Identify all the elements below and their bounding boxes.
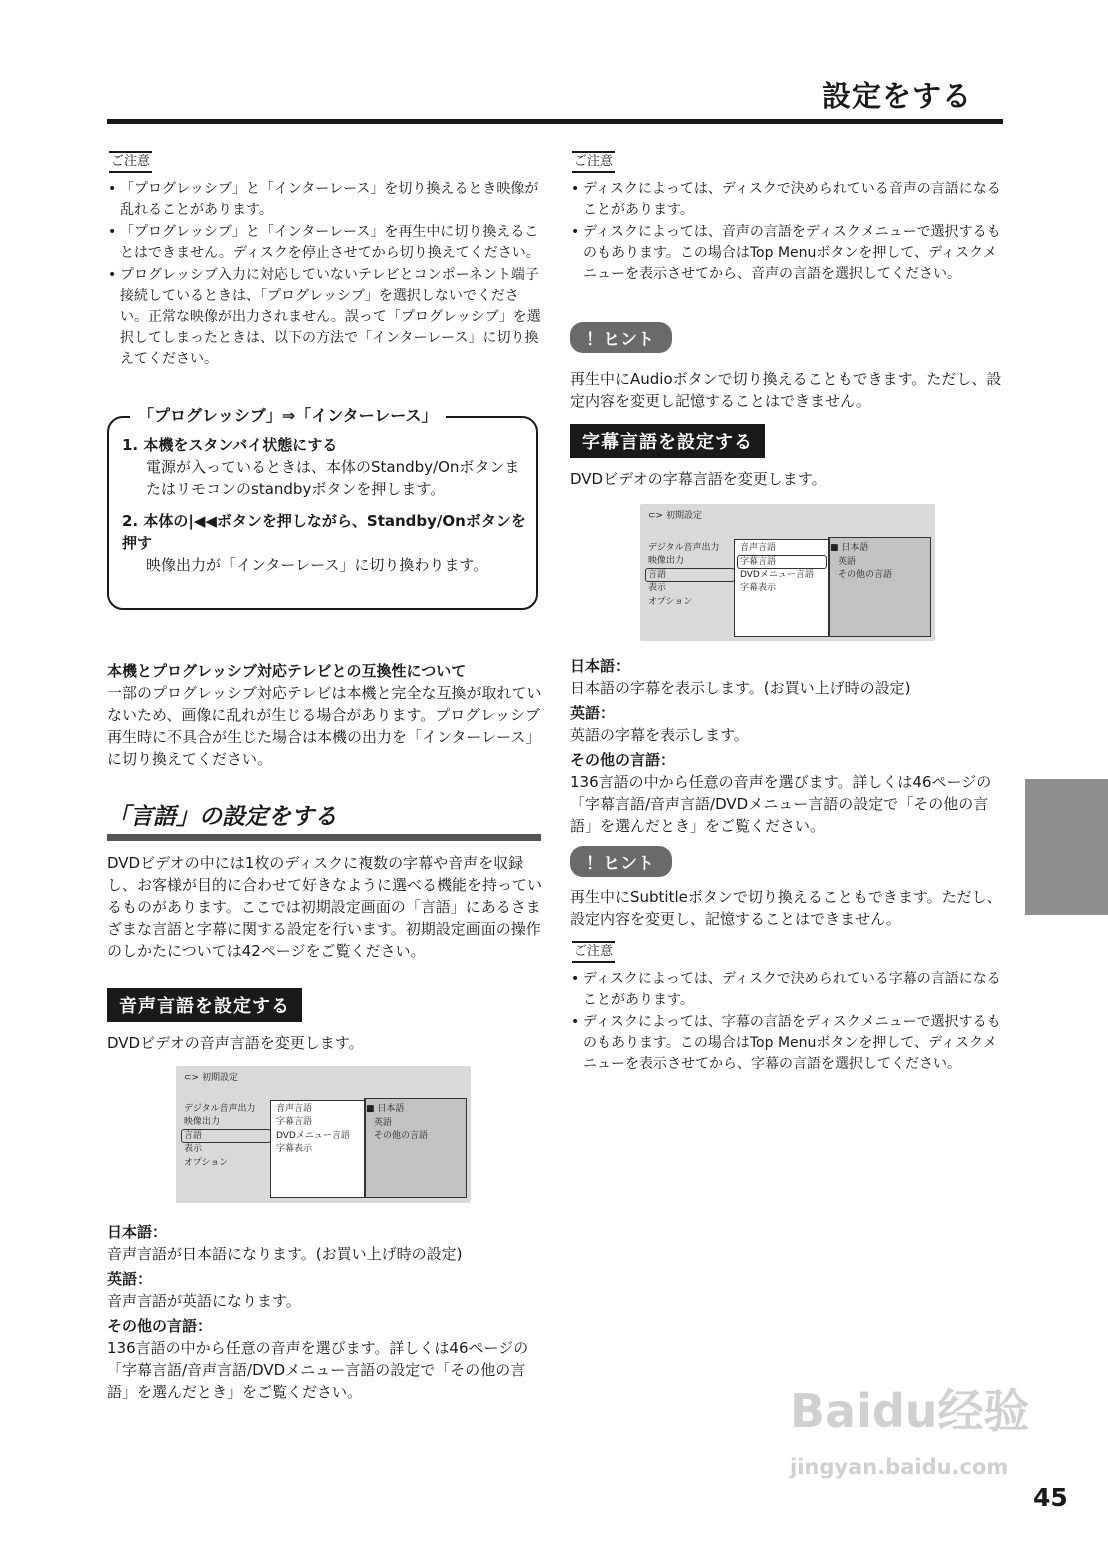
- subtitle-subhead-wrap: [570, 424, 765, 458]
- page-number: 45: [1033, 1483, 1068, 1512]
- step-1-body: 電源が入っているときは、本体のStandby/Onボタンまたはリモコンのstandbyボタンを押します。: [146, 458, 520, 498]
- screen-submenu-item: DVDメニュー言語: [740, 570, 814, 580]
- screen-menu-item: 言語: [648, 570, 667, 580]
- page-title: 設定をする: [821, 79, 972, 113]
- screen-menu-item: 言語: [184, 1131, 203, 1141]
- step-2-head: 2. 本体の|◀◀ボタンを押しながら、Standby/Onボタンを押す: [122, 512, 526, 552]
- list-item: • 「プログレッシブ」と「インターレース」を切り換えるとき映像が乱れることがあります。: [107, 179, 542, 221]
- chapter-side-tab: [1025, 779, 1108, 915]
- caution-icon: ご注意: [572, 941, 615, 963]
- screen-title: ⊂> 初期設定: [184, 1073, 238, 1083]
- hint-2-badge-wrap: [570, 846, 672, 877]
- right-caution-2: [570, 940, 1006, 1076]
- screen-submenu-item: 字幕表示: [740, 583, 777, 593]
- screen-submenu-item: 字幕言語: [740, 557, 777, 567]
- caution-icon: ご注意: [109, 151, 152, 173]
- subtitle-item-body: 英語の字幕を表示します。: [570, 726, 749, 744]
- subtitle-items: [570, 656, 1006, 837]
- screen-menu-item: デジタル音声出力: [648, 543, 720, 553]
- screen-submenu-item: 字幕表示: [276, 1144, 313, 1154]
- watermark-logo: Baidu经验: [790, 1384, 1030, 1438]
- subtitle-item-head: 英語：: [570, 704, 616, 722]
- subtitle-item-body: 136言語の中から任意の音声を選びます。詳しくは46ページの「字幕言語/音声言語/DVDメニュー言語の設定で「その他の言語」を選んだとき」をご覧ください。: [570, 773, 992, 835]
- audio-item-body: 136言語の中から任意の音声を選びます。詳しくは46ページの「字幕言語/音声言語/DVDメニュー言語の設定で「その他の言語」を選んだとき」をご覧ください。: [107, 1339, 529, 1401]
- audio-settings-screen: [176, 1066, 471, 1203]
- list-item: • 「プログレッシブ」と「インターレース」を再生中に切り換えることはできません。ディスクを停止させてから切り換えてください。: [107, 222, 542, 264]
- section-rule: [107, 834, 541, 841]
- list-item: • ディスクによっては、ディスクで決められている字幕の言語になることがあります。: [570, 969, 1006, 1011]
- list-item: • ディスクによっては、ディスクで決められている音声の言語になることがあります。: [570, 179, 1006, 221]
- section-title: 「言語」の設定をする: [107, 804, 337, 830]
- list-item: • ディスクによっては、字幕の言語をディスクメニューで選択するものもあります。この場合はTop Menuボタンを押して、ディスクメニューを表示させてから、字幕の言語を選択してください。: [570, 1012, 1006, 1075]
- screen-submenu-item: 音声言語: [276, 1104, 313, 1114]
- hint-2-badge: ！ヒント: [570, 846, 672, 877]
- screen-option: ■ 日本語: [366, 1104, 405, 1114]
- audio-item-body: 音声言語が日本語になります。(お買い上げ時の設定): [107, 1245, 463, 1263]
- subtitle-desc: DVDビデオの字幕言語を変更します。: [570, 470, 827, 488]
- watermark-url: jingyan.baidu.com: [790, 1455, 1009, 1479]
- screen-menu-item: 表示: [648, 583, 667, 593]
- step-2-body: 映像出力が「インターレース」に切り換わります。: [146, 556, 489, 574]
- compatibility-section: [107, 661, 542, 770]
- hint-1-text: 再生中にAudioボタンで切り換えることもできます。ただし、設定内容を変更し記憶することはできません。: [570, 370, 1002, 410]
- right-caution: [570, 150, 1006, 286]
- screen-option: 英語: [838, 557, 857, 567]
- left-caution: [107, 150, 542, 371]
- section-intro: DVDビデオの中には1枚のディスクに複数の字幕や音声を収録し、お客様が目的に合わせて好きなように選べる機能を持っているものがあります。ここでは初期設定画面の「言語」にあるさまざまな言語と字幕に関する設定を行います。初期設定画面の操作のしかたについては42ページをご覧ください。: [107, 854, 543, 960]
- subtitle-settings-screen: [640, 504, 935, 641]
- screen-menu-item: オプション: [648, 597, 693, 607]
- screen-submenu-item: DVDメニュー言語: [276, 1131, 350, 1141]
- caution-list: [570, 969, 1006, 1075]
- screen-submenu-item: 字幕言語: [276, 1117, 313, 1127]
- caution-list: [107, 179, 542, 370]
- compat-title: 本機とプログレッシブ対応テレビとの互換性について: [107, 662, 467, 680]
- procedure-box-title: 「プログレッシブ」⇒「インターレース」: [130, 403, 446, 426]
- subtitle-subhead: 字幕言語を設定する: [570, 424, 765, 458]
- screen-submenu-item: 音声言語: [740, 543, 777, 553]
- screen-option: その他の言語: [374, 1131, 429, 1141]
- screen-option: ■ 日本語: [830, 543, 869, 553]
- screen-option: 英語: [374, 1118, 393, 1128]
- audio-item-head: 日本語：: [107, 1223, 168, 1241]
- caution-list: [570, 179, 1006, 285]
- screen-menu-item: 映像出力: [648, 556, 685, 566]
- subtitle-item-body: 日本語の字幕を表示します。(お買い上げ時の設定): [570, 679, 911, 697]
- screen-menu-item: デジタル音声出力: [184, 1104, 256, 1114]
- list-item: • ディスクによっては、音声の言語をディスクメニューで選択するものもあります。この場合はTop Menuボタンを押して、ディスクメニューを表示させてから、音声の言語を選択してください。: [570, 222, 1006, 285]
- header-rule: [107, 119, 1003, 124]
- compat-body: 一部のプログレッシブ対応テレビは本機と完全な互換が取れていないため、画像に乱れが生じる場合があります。プログレッシブ再生時に不具合が生じた場合は本機の出力を「インターレース」に切り換えてください。: [107, 684, 542, 768]
- audio-desc: DVDビデオの音声言語を変更します。: [107, 1034, 364, 1052]
- hint-1-badge-wrap: [570, 322, 672, 353]
- screen-menu-item: オプション: [184, 1158, 229, 1168]
- step-2: [122, 510, 526, 576]
- audio-item-head: その他の言語：: [107, 1317, 213, 1335]
- audio-item-body: 音声言語が英語になります。: [107, 1292, 301, 1310]
- screen-title: ⊂> 初期設定: [648, 511, 702, 521]
- caution-icon: ご注意: [572, 151, 615, 173]
- audio-item-head: 英語：: [107, 1270, 153, 1288]
- audio-items: [107, 1222, 542, 1403]
- screen-menu-item: 表示: [184, 1144, 203, 1154]
- screen-option: その他の言語: [838, 570, 893, 580]
- procedure-steps: [122, 434, 526, 576]
- screen-menu-item: 映像出力: [184, 1117, 221, 1127]
- hint-1-badge: ！ヒント: [570, 322, 672, 353]
- step-1-head: 1. 本機をスタンバイ状態にする: [122, 436, 338, 454]
- hint-2-text: 再生中にSubtitleボタンで切り換えることもできます。ただし、設定内容を変更し、記憶することはできません。: [570, 888, 1002, 928]
- step-1: [122, 434, 526, 500]
- subtitle-item-head: その他の言語：: [570, 751, 676, 769]
- subtitle-item-head: 日本語：: [570, 657, 631, 675]
- audio-subhead-wrap: [107, 988, 302, 1022]
- list-item: • プログレッシブ入力に対応していないテレビとコンポーネント端子接続しているときは、「プログレッシブ」を選択しないでください。正常な映像が出力されません。誤って「プログレッシブ」を選択してしまったときは、以下の方法で「インターレース」に切り換えてください。: [107, 265, 542, 370]
- audio-subhead: 音声言語を設定する: [107, 988, 302, 1022]
